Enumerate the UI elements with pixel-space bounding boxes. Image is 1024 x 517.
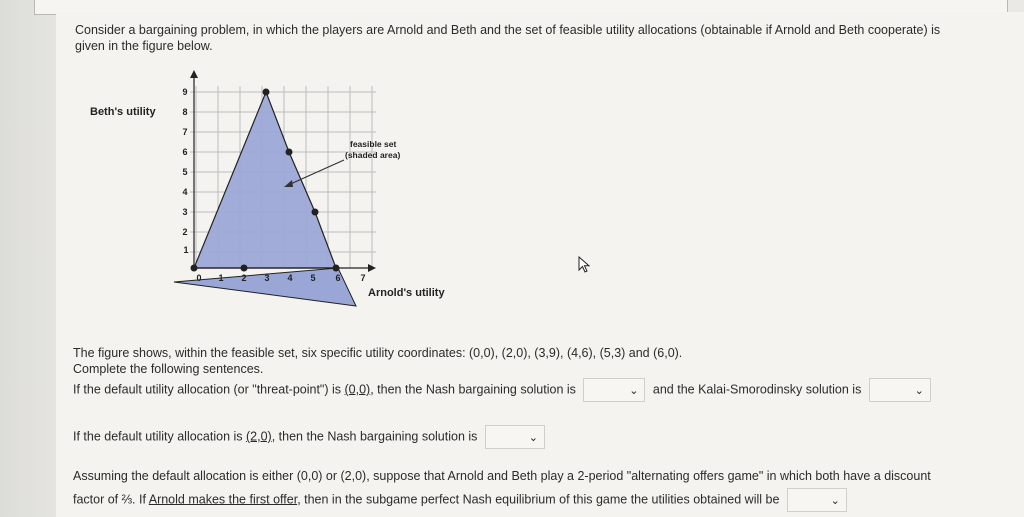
q3-first-offer-link[interactable]: Arnold makes the first offer — [148, 492, 298, 507]
q3-line-1: Assuming the default allocation is either (0,0) or (2,0), suppose that Arnold and Beth play a 2-period "alternating offers game" in which both have a discount — [73, 469, 931, 483]
q1-prefix: If the default utility allocation (or "threat-point") is — [73, 382, 345, 397]
y-tick-9: 9 — [182, 87, 188, 97]
question-2 — [73, 425, 549, 449]
point-3-9 — [263, 89, 270, 96]
chevron-down-icon: ⌄ — [914, 384, 924, 397]
y-axis-arrow-icon — [190, 70, 198, 78]
x-tick-1: 1 — [218, 273, 224, 283]
y-tick-4: 4 — [182, 187, 188, 197]
y-tick-3: 3 — [182, 207, 188, 217]
y-tick-8: 8 — [182, 107, 188, 117]
q2-prefix: If the default utility allocation is — [73, 429, 247, 444]
q3-prefix: factor of ⅔. If — [73, 492, 149, 507]
annotation-label-1: feasible set — [350, 139, 397, 149]
point-6-0 — [333, 265, 340, 272]
x-axis-title: Arnold's utility — [368, 287, 445, 299]
intro-line-2: given in the figure below. — [75, 39, 213, 53]
y-tick-5: 5 — [182, 167, 188, 177]
intro-line-1: Consider a bargaining problem, in which the players are Arnold and Beth and the set of feasible utility allocations (obtainable if Arnold and Beth cooperate) is — [75, 23, 941, 37]
x-tick-7: 7 — [360, 273, 366, 283]
y-tick-6: 6 — [182, 147, 188, 157]
chevron-down-icon: ⌄ — [528, 431, 538, 444]
feasible-set-figure — [86, 70, 466, 310]
question-3 — [73, 468, 931, 512]
annotation-label-2: (shaded area) — [345, 150, 401, 160]
q3-mid: , then in the subgame perfect Nash equilibrium of this game the utilities obtained will be — [297, 492, 780, 507]
question-1 — [73, 378, 935, 402]
feasible-set-region — [194, 92, 336, 268]
q2-nash-dropdown[interactable] — [485, 425, 545, 449]
q1-mid2: and the Kalai-Smorodinsky solution is — [652, 382, 862, 397]
x-tick-5: 5 — [310, 273, 316, 283]
q3-spne-dropdown[interactable] — [787, 488, 847, 512]
y-tick-2: 2 — [182, 227, 188, 237]
instruction-line: Complete the following sentences. — [73, 362, 264, 376]
x-tick-0: 0 — [196, 273, 202, 283]
q1-threat-point: (0,0) — [344, 382, 371, 397]
x-tick-2: 2 — [241, 273, 247, 283]
chevron-down-icon: ⌄ — [830, 494, 840, 507]
q1-kalai-smorodinsky-dropdown[interactable] — [869, 378, 931, 402]
point-4-6 — [286, 149, 293, 156]
chevron-down-icon: ⌄ — [629, 384, 639, 397]
q1-nash-dropdown[interactable] — [583, 378, 645, 402]
x-tick-3: 3 — [264, 273, 270, 283]
y-tick-1: 1 — [183, 245, 189, 255]
x-tick-4: 4 — [287, 273, 293, 283]
q3-line-2 — [73, 488, 931, 512]
q2-threat-point: (2,0) — [246, 429, 272, 444]
q1-mid: , then the Nash bargaining solution is — [370, 382, 576, 397]
point-2-0 — [241, 265, 248, 272]
point-0-0 — [191, 265, 198, 272]
mouse-cursor-icon — [578, 256, 592, 274]
x-tick-6: 6 — [335, 273, 341, 283]
description-line: The figure shows, within the feasible set, six specific utility coordinates: (0,0), (2,0), (3,9), (4,6), (5,3) and (6,0). — [73, 346, 683, 360]
q2-mid: , then the Nash bargaining solution is — [271, 429, 478, 444]
y-axis-title: Beth's utility — [90, 106, 156, 118]
figure-description — [73, 345, 682, 377]
y-tick-7: 7 — [182, 127, 188, 137]
point-5-3 — [312, 209, 319, 216]
intro-text — [75, 22, 975, 54]
